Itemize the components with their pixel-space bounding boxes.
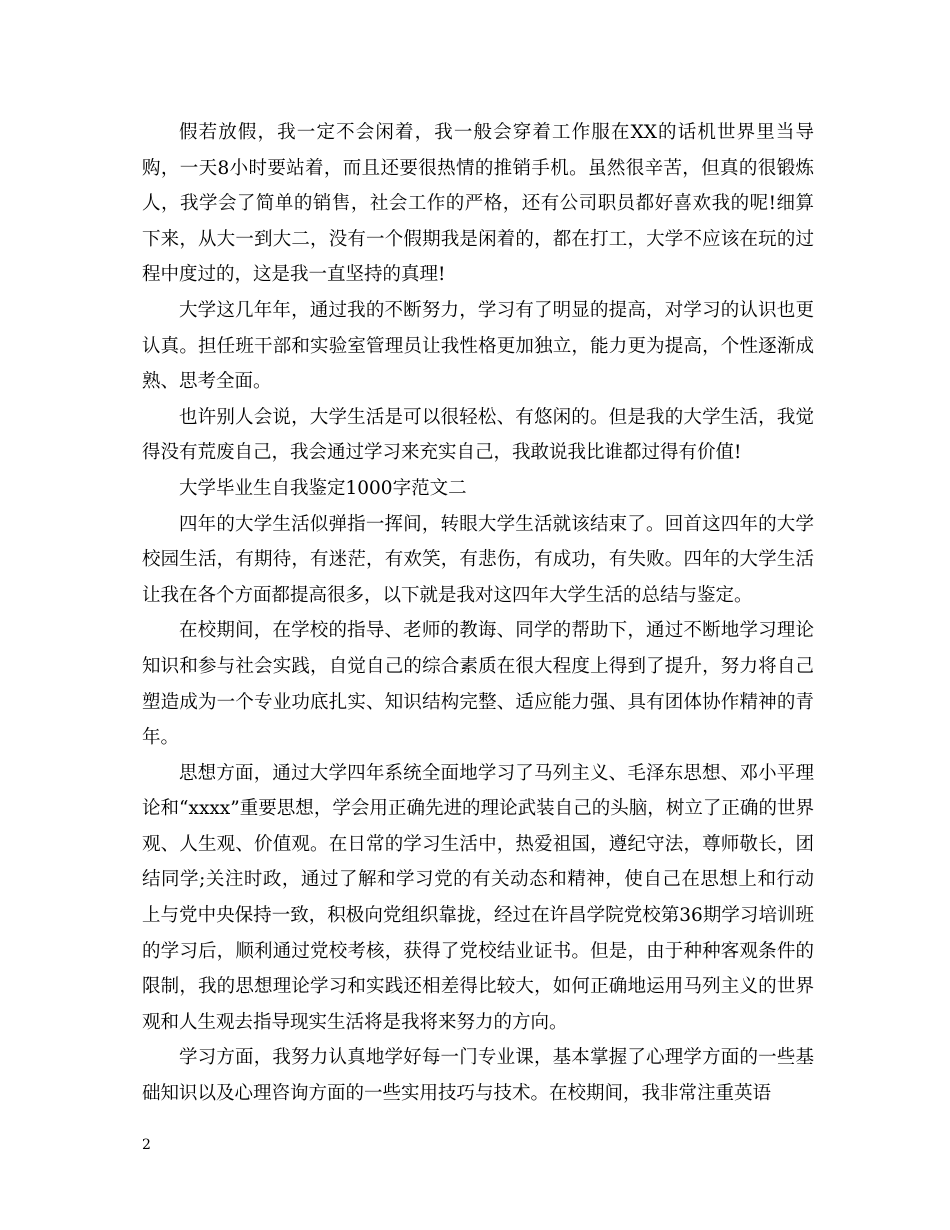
paragraph-at-school: 在校期间，在学校的指导、老师的教诲、同学的帮助下，通过不断地学习理论知识和参与社会实践，自觉自己的综合素质在很大程度上得到了提升，努力将自己塑造成为一个专业功底扎实、知识结构完整、适应能力强、具有团体协作精神的青年。 <box>142 620 814 749</box>
page-number: 2 <box>142 1137 151 1153</box>
paragraph-university-life: 也许别人会说，大学生活是可以很轻松、有悠闲的。但是我的大学生活，我觉得没有荒废自己，我会通过学习来充实自己，我敢说我比谁都过得有价值! <box>142 406 814 464</box>
page-body <box>142 115 814 1112</box>
section-heading: 大学毕业生自我鉴定1000字范文二 <box>179 477 467 499</box>
paragraph-ideology: 思想方面，通过大学四年系统全面地学习了马列主义、毛泽东思想、邓小平理论和“xxxx”重要思想，学会用正确先进的理论武装自己的头脑，树立了正确的世界观、人生观、价值观。在日常的学习生活中，热爱祖国，遵纪守法，尊师敬长，团结同学;关注时政，通过了解和学习党的有关动态和精神，使自己在思想上和行动上与党中央保持一致，积极向党组织靠拢，经过在许昌学院党校第36期学习培训班的学习后，顺利通过党校考核，获得了党校结业证书。但是，由于种种客观条件的限制，我的思想理论学习和实践还相差得比较大，如何正确地运用马列主义的世界观和人生观去指导现实生活将是我将来努力的方向。 <box>142 762 814 1033</box>
paragraph-study: 学习方面，我努力认真地学好每一门专业课，基本掌握了心理学方面的一些基础知识以及心理咨询方面的一些实用技巧与技术。在校期间，我非常注重英语 <box>142 1047 814 1105</box>
paragraph-four-years: 四年的大学生活似弹指一挥间，转眼大学生活就该结束了。回首这四年的大学校园生活，有期待，有迷茫，有欢笑，有悲伤，有成功，有失败。四年的大学生活让我在各个方面都提高很多，以下就是我对这四年大学生活的总结与鉴定。 <box>142 513 814 606</box>
paragraph-study-progress: 大学这几年年，通过我的不断努力，学习有了明显的提高，对学习的认识也更认真。担任班干部和实验室管理员让我性格更加独立，能力更为提高，个性逐渐成熟、思考全面。 <box>142 299 814 393</box>
paragraph-holiday-work: 假若放假，我一定不会闲着，我一般会穿着工作服在XX的话机世界里当导购，一天8小时要站着，而且还要很热情的推销手机。虽然很辛苦，但真的很锻炼人，我学会了简单的销售，社会工作的严格，还有公司职员都好喜欢我的呢!细算下来，从大一到大二，没有一个假期我是闲着的，都在打工，大学不应该在玩的过程中度过的，这是我一直坚持的真理! <box>142 122 814 286</box>
